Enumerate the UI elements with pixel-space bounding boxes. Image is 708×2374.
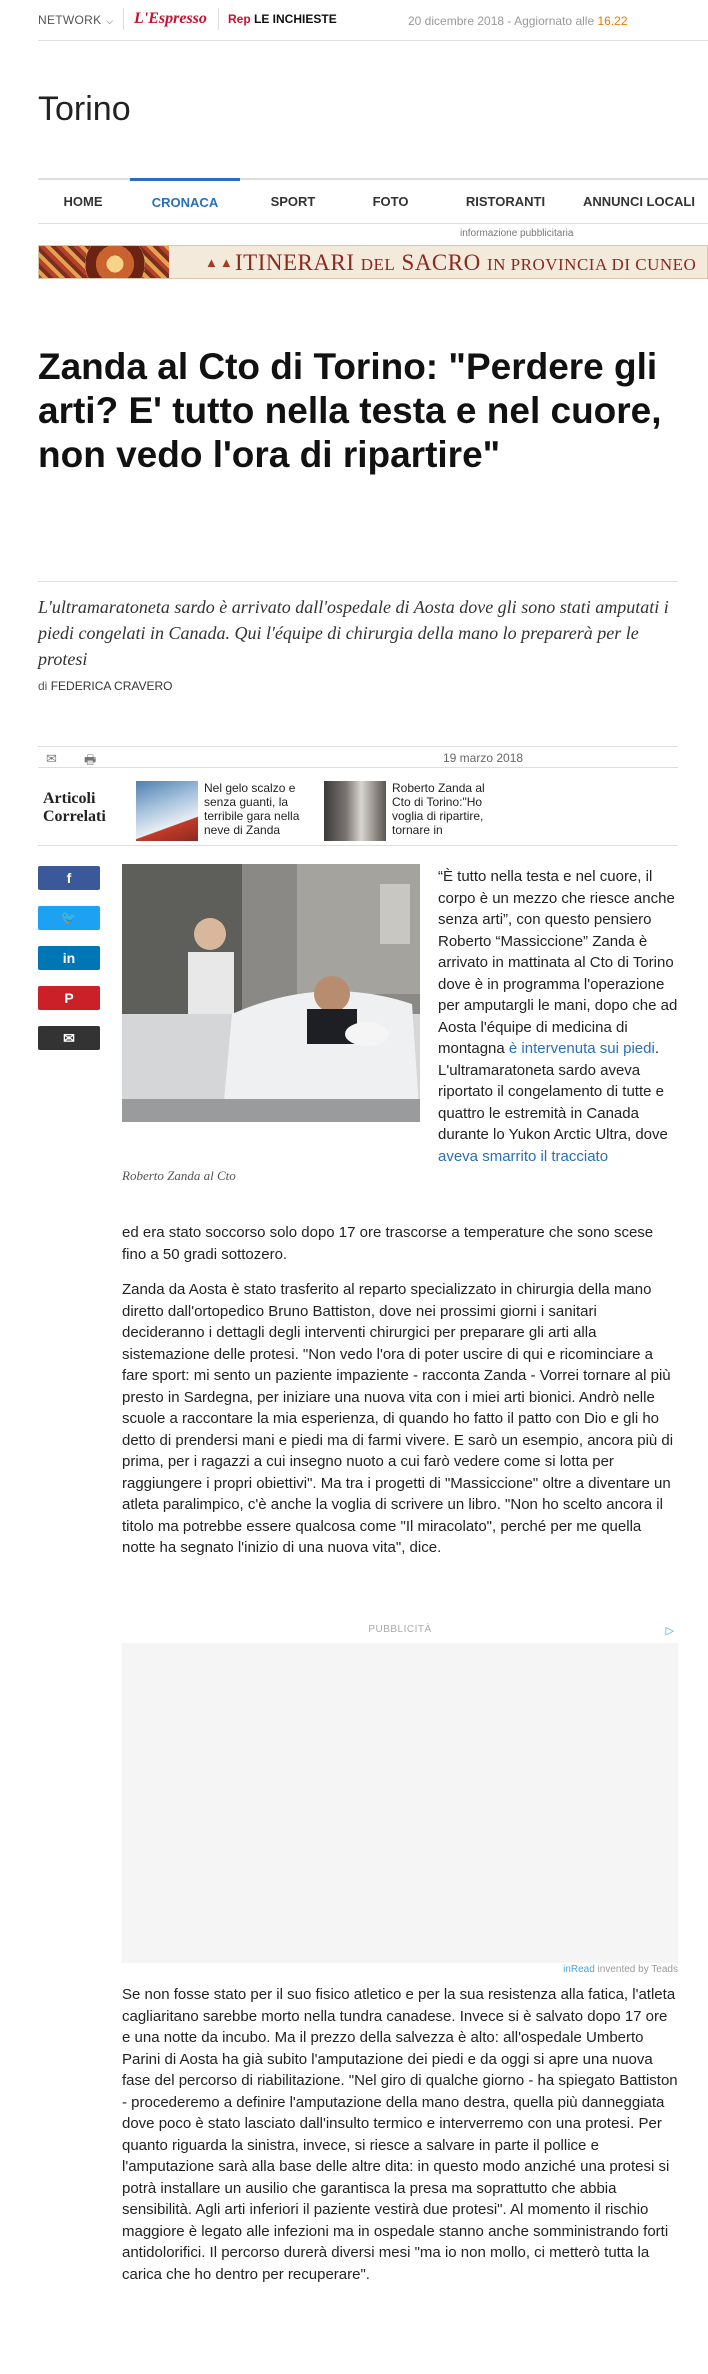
nav-annunci-locali[interactable]: ANNUNCI LOCALI	[583, 194, 695, 209]
print-icon[interactable]: 🖶	[84, 752, 97, 767]
section-nav	[38, 178, 708, 224]
related-thumbnail	[324, 781, 386, 841]
related-label: Articoli Correlati	[43, 790, 106, 825]
publish-date: 19 marzo 2018	[443, 751, 524, 765]
update-time: 16.22	[597, 14, 628, 28]
email-icon[interactable]: ✉	[46, 751, 57, 766]
inchieste-logo[interactable]	[228, 12, 337, 26]
banner-icons: ▲▲	[205, 255, 235, 270]
byline: di FEDERICA CRAVERO	[38, 679, 173, 693]
city-title[interactable]: Torino	[38, 90, 131, 128]
network-menu[interactable]: NETWORK ⌵	[38, 13, 114, 27]
network-bar	[38, 0, 708, 41]
article-subtitle: L'ultramaratoneta sardo è arrivato dall'ospedale di Aosta dove gli sono stati amputati i piedi congelati in Canada. Qui l'équipe di chirurgia della mano lo preparerà per le protesi	[38, 581, 678, 672]
related-title: Roberto Zanda al Cto di Torino:"Ho voglia di ripartire, tornare in	[392, 781, 485, 837]
adchoices-icon[interactable]: ▷	[665, 1625, 674, 1637]
nav-ristoranti[interactable]: RISTORANTI	[465, 194, 546, 209]
share-email-button[interactable]: ✉	[38, 1026, 100, 1050]
related-title: Nel gelo scalzo e senza guanti, la terribile gara nella neve di Zanda	[204, 781, 300, 837]
nav-home[interactable]: HOME	[63, 194, 103, 209]
chevron-down-icon: ⌵	[103, 16, 114, 26]
article-photo[interactable]	[122, 864, 420, 1122]
related-thumbnail	[136, 781, 198, 841]
ad-slot-label: PUBBLICITÀ	[368, 1624, 432, 1635]
banner-rosette	[85, 245, 145, 279]
inchieste-logo-prefix: Rep	[228, 12, 251, 26]
photo-caption: Roberto Zanda al Cto	[122, 1168, 236, 1183]
update-date: 20 dicembre 2018 - Aggiornato alle 16.22	[408, 14, 628, 28]
share-facebook-button[interactable]: f	[38, 866, 100, 890]
hospital-photo-illustration	[122, 864, 420, 1122]
ad-slot-footer[interactable]: inRead invented by Teads	[563, 1964, 678, 1975]
article-paragraph: Zanda da Aosta è stato trasferito al reparto specializzato in chirurgia della mano diretto dall'ortopedico Bruno Battiston, dove nei prossimi giorni i sanitari decideranno i dettagli degli interventi chirurgici per preparare gli arti alla sistemazione delle protesi. "Non vedo l'ora di poter uscire di qui e ricominciare a fare sport: mi sento un paziente impaziente - racconta Zanda - Vorrei tornare al più presto in Sardegna, per iniziare una nuova vita con i miei arti bionici. Andrò nelle scuole a raccontare la mia esperienza, di quando ho fatto il patto con Dio e gli ho detto di prendersi mani e piedi ma di farmi vivere. E sarò un esempio, ancora più di prima, per i ragazzi a cui insegno nuoto a cui farò vedere come si lotta per raggiungere i propri obiettivi". Ma tra i progetti di "Massiccione" oltre a diventare un atleta paralimpico, c'è anche la voglia di scrivere un libro. "Non ho scelto ancora il titolo ma potrebbe essere qualcosa come "Il miracolato", perché per me quella notte ha segnato l'inizio di una nuova vita", dice.	[122, 1281, 674, 1556]
link-smarrito-tracciato[interactable]: aveva smarrito il tracciato	[438, 1147, 609, 1165]
article-paragraph: “È tutto nella testa e nel cuore, il corpo è un mezzo che riesce anche senza arti”, con questo pensiero Roberto “Massiccione” Zanda è arrivato in mattinata al Cto di Torino dove è in programma l'operazione per amputargli le mani, dopo che ad Aosta l'équipe di medicina di montagna è intervenuta sui piedi. L'ultramaratoneta sardo aveva riportato il congelamento di tutte e quattro le estremità in Canada durante lo Yukon Arctic Ultra, dove aveva smarrito il tracciato	[438, 868, 678, 1165]
author-name[interactable]: FEDERICA CRAVERO	[50, 679, 173, 693]
share-linkedin-button[interactable]: in	[38, 946, 100, 970]
related-articles	[38, 778, 678, 846]
article-paragraph-continued: ed era stato soccorso solo dopo 17 ore trascorse a temperature che sono scese fino a 50 gradi sottozero.	[122, 1224, 654, 1263]
article-tools	[38, 746, 678, 768]
link-intervenuta-sui-piedi[interactable]: è intervenuta sui piedi	[508, 1040, 655, 1057]
ad-slot-header	[122, 1624, 678, 1640]
inchieste-logo-text: LE INCHIESTE	[254, 12, 337, 26]
banner-text: ITINERARI DEL SACRO IN PROVINCIA DI CUNEO	[235, 250, 697, 275]
ad-banner[interactable]	[38, 245, 708, 279]
divider	[218, 8, 219, 30]
nav-sport[interactable]: SPORT	[270, 194, 316, 209]
share-twitter-button[interactable]: 🐦	[38, 906, 100, 930]
nav-foto[interactable]: FOTO	[372, 194, 409, 209]
divider	[123, 8, 124, 30]
article-title: Zanda al Cto di Torino: "Perdere gli arti? E' tutto nella testa e nel cuore, non vedo l'ora di ripartire"	[38, 346, 662, 475]
share-pinterest-button[interactable]: P	[38, 986, 100, 1010]
nav-cronaca[interactable]: CRONACA	[130, 178, 240, 222]
ad-slot[interactable]	[122, 1643, 678, 1963]
ad-label: informazione pubblicitaria	[460, 228, 574, 239]
article-paragraph: Se non fosse stato per il suo fisico atletico e per la sua resistenza alla fatica, l'atleta cagliaritano sarebbe morto nella tundra canadese. Invece si è salvato dopo 17 ore e una notte da incubo. Ma il prezzo della salvezza è alto: all'ospedale Umberto Parini di Aosta ha già subito l'amputazione dei piedi e da oggi si apre una nuova fase del percorso di riabilitazione. "Nel giro di qualche giorno - ha spiegato Battiston - procederemo a definire l'amputazione della mano destra, quella più danneggiata dove poco è stato lasciato dall'insulto termico e interverremo con una protesi. Per quanto riguarda la sinistra, invece, si riesce a salvare in parte il pollice e l'amputazione sarà alla base delle altre dita: in questo modo anziché una protesi si potrà installare un ausilio che garantisca la presa ma soprattutto che abbia sensibilità. Agli arti inferiori il paziente vestirà due protesi". Al momento il rischio maggiore è legato alle infezioni ma in ospedale stanno anche somministrando forti antidolorifici. Il percorso durerà diversi mesi "ma io non mollo, ci metterò tutta la carica che ho dentro per recuperare".	[122, 1986, 678, 2283]
espresso-logo[interactable]: L'Espresso	[134, 10, 207, 27]
